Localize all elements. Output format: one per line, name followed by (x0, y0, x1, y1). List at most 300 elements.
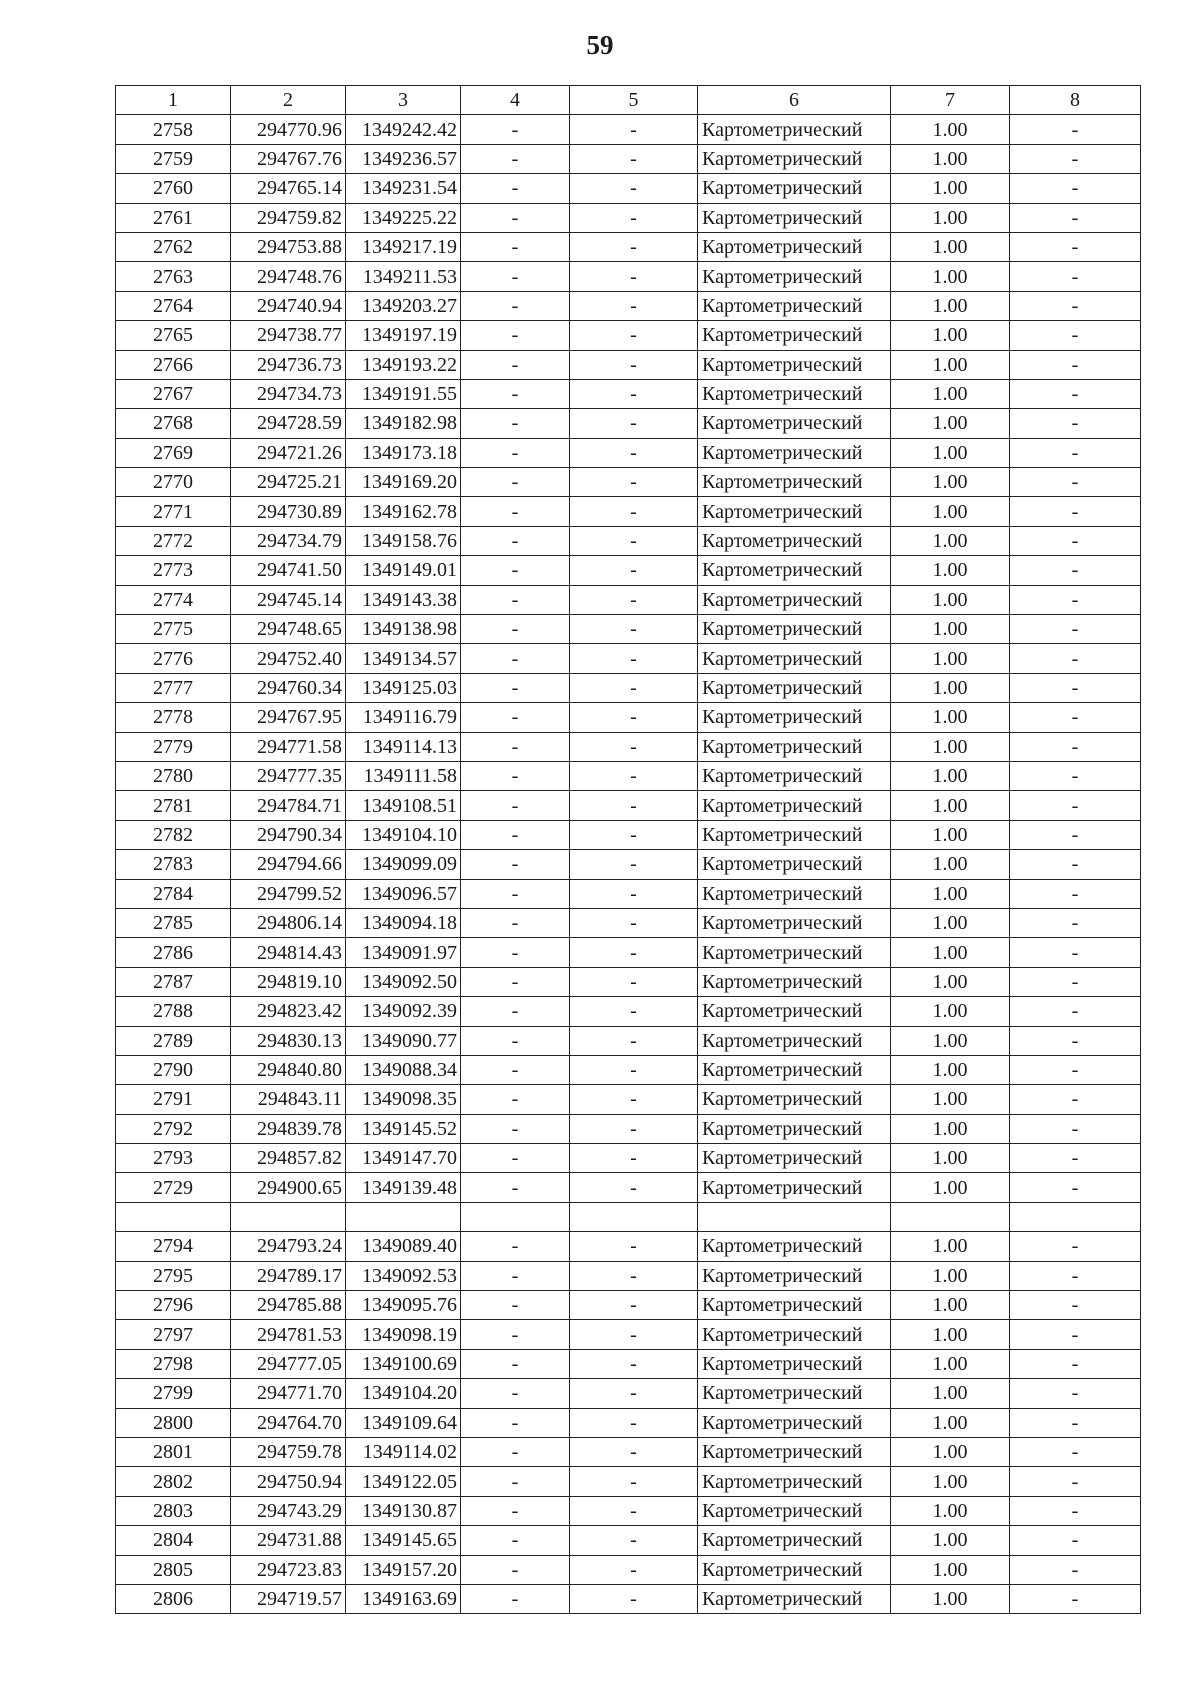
cell-col-5: - (570, 1173, 698, 1202)
table-row (116, 1349, 1141, 1378)
cell-point-number: 2795 (116, 1261, 231, 1290)
cell-col-4: - (461, 115, 570, 144)
table-row (116, 644, 1141, 673)
cell-y-coordinate: 1349242.42 (346, 115, 461, 144)
cell-col-5: - (570, 1144, 698, 1173)
cell-method: Картометрический (698, 291, 891, 320)
cell-point-number: 2793 (116, 1144, 231, 1173)
table-row (116, 321, 1141, 350)
cell-y-coordinate: 1349182.98 (346, 409, 461, 438)
cell-x-coordinate: 294806.14 (231, 908, 346, 937)
cell-accuracy: 1.00 (891, 1437, 1010, 1466)
cell-method: Картометрический (698, 1555, 891, 1584)
cell-point-number: 2777 (116, 673, 231, 702)
cell-col-4: - (461, 321, 570, 350)
cell-point-number: 2780 (116, 761, 231, 790)
cell-col-8: - (1010, 791, 1141, 820)
cell-accuracy: 1.00 (891, 732, 1010, 761)
cell-col-5: - (570, 585, 698, 614)
cell-point-number: 2791 (116, 1085, 231, 1114)
table-row (116, 409, 1141, 438)
cell-col-4: - (461, 820, 570, 849)
cell-x-coordinate: 294734.73 (231, 379, 346, 408)
cell-x-coordinate: 294765.14 (231, 174, 346, 203)
cell-accuracy: 1.00 (891, 1584, 1010, 1613)
cell-method: Картометрический (698, 938, 891, 967)
page-number: 59 (586, 30, 614, 60)
cell-col-8: - (1010, 615, 1141, 644)
cell-col-4: - (461, 703, 570, 732)
cell-accuracy: 1.00 (891, 232, 1010, 261)
cell-accuracy: 1.00 (891, 1408, 1010, 1437)
cell-x-coordinate: 294777.05 (231, 1349, 346, 1378)
cell-col-4: - (461, 908, 570, 937)
cell-point-number: 2765 (116, 321, 231, 350)
column-header-4: 4 (461, 86, 570, 115)
cell-y-coordinate: 1349116.79 (346, 703, 461, 732)
cell-y-coordinate (346, 1202, 461, 1231)
cell-col-5: - (570, 1467, 698, 1496)
cell-method: Картометрический (698, 703, 891, 732)
cell-col-5 (570, 1202, 698, 1231)
cell-method: Картометрический (698, 1291, 891, 1320)
cell-col-4: - (461, 556, 570, 585)
cell-col-4: - (461, 997, 570, 1026)
cell-point-number: 2763 (116, 262, 231, 291)
cell-y-coordinate: 1349191.55 (346, 379, 461, 408)
cell-accuracy: 1.00 (891, 1467, 1010, 1496)
table-row (116, 1055, 1141, 1084)
cell-col-8: - (1010, 1026, 1141, 1055)
cell-col-4: - (461, 967, 570, 996)
cell-x-coordinate: 294759.82 (231, 203, 346, 232)
cell-accuracy: 1.00 (891, 438, 1010, 467)
cell-col-4: - (461, 615, 570, 644)
table-row (116, 438, 1141, 467)
cell-method: Картометрический (698, 879, 891, 908)
cell-y-coordinate: 1349099.09 (346, 850, 461, 879)
table-row (116, 1320, 1141, 1349)
cell-col-8 (1010, 1202, 1141, 1231)
table-row (116, 938, 1141, 967)
cell-x-coordinate: 294719.57 (231, 1584, 346, 1613)
cell-point-number: 2799 (116, 1379, 231, 1408)
table-row (116, 967, 1141, 996)
cell-col-8: - (1010, 644, 1141, 673)
cell-col-5: - (570, 1055, 698, 1084)
cell-col-4 (461, 1202, 570, 1231)
cell-accuracy: 1.00 (891, 1173, 1010, 1202)
table-body (116, 115, 1141, 1614)
cell-accuracy: 1.00 (891, 938, 1010, 967)
cell-method: Картометрический (698, 321, 891, 350)
cell-x-coordinate: 294767.76 (231, 144, 346, 173)
cell-col-5: - (570, 644, 698, 673)
cell-x-coordinate: 294728.59 (231, 409, 346, 438)
cell-y-coordinate: 1349089.40 (346, 1232, 461, 1261)
table-row (116, 850, 1141, 879)
cell-x-coordinate: 294738.77 (231, 321, 346, 350)
cell-col-8: - (1010, 526, 1141, 555)
cell-col-5: - (570, 673, 698, 702)
table-row (116, 1202, 1141, 1231)
cell-x-coordinate: 294819.10 (231, 967, 346, 996)
cell-accuracy: 1.00 (891, 379, 1010, 408)
cell-point-number: 2769 (116, 438, 231, 467)
cell-col-8: - (1010, 1085, 1141, 1114)
cell-col-8: - (1010, 1555, 1141, 1584)
cell-y-coordinate: 1349130.87 (346, 1496, 461, 1525)
cell-y-coordinate: 1349108.51 (346, 791, 461, 820)
cell-point-number: 2804 (116, 1526, 231, 1555)
table-row (116, 1555, 1141, 1584)
cell-col-5: - (570, 1437, 698, 1466)
cell-accuracy: 1.00 (891, 791, 1010, 820)
cell-accuracy: 1.00 (891, 409, 1010, 438)
cell-method: Картометрический (698, 1408, 891, 1437)
cell-method: Картометрический (698, 115, 891, 144)
cell-point-number: 2801 (116, 1437, 231, 1466)
cell-method: Картометрический (698, 585, 891, 614)
cell-col-5: - (570, 1584, 698, 1613)
cell-col-8: - (1010, 1173, 1141, 1202)
cell-y-coordinate: 1349104.10 (346, 820, 461, 849)
cell-col-8: - (1010, 1232, 1141, 1261)
cell-y-coordinate: 1349173.18 (346, 438, 461, 467)
cell-y-coordinate: 1349138.98 (346, 615, 461, 644)
cell-x-coordinate: 294723.83 (231, 1555, 346, 1584)
cell-col-4: - (461, 732, 570, 761)
table-row (116, 1496, 1141, 1525)
cell-col-8: - (1010, 820, 1141, 849)
cell-method: Картометрический (698, 1496, 891, 1525)
cell-accuracy: 1.00 (891, 1555, 1010, 1584)
cell-y-coordinate: 1349211.53 (346, 262, 461, 291)
cell-x-coordinate: 294781.53 (231, 1320, 346, 1349)
cell-col-8: - (1010, 585, 1141, 614)
cell-x-coordinate: 294743.29 (231, 1496, 346, 1525)
cell-point-number: 2798 (116, 1349, 231, 1378)
cell-method: Картометрический (698, 1114, 891, 1143)
cell-method: Картометрический (698, 1055, 891, 1084)
cell-y-coordinate: 1349114.13 (346, 732, 461, 761)
table-row (116, 1144, 1141, 1173)
cell-accuracy: 1.00 (891, 585, 1010, 614)
cell-point-number: 2779 (116, 732, 231, 761)
cell-y-coordinate: 1349092.39 (346, 997, 461, 1026)
table-row (116, 1026, 1141, 1055)
cell-x-coordinate: 294748.65 (231, 615, 346, 644)
cell-col-5: - (570, 1496, 698, 1525)
cell-y-coordinate: 1349145.65 (346, 1526, 461, 1555)
cell-y-coordinate: 1349104.20 (346, 1379, 461, 1408)
cell-x-coordinate: 294764.70 (231, 1408, 346, 1437)
cell-accuracy: 1.00 (891, 1379, 1010, 1408)
cell-col-4: - (461, 1291, 570, 1320)
cell-col-5: - (570, 761, 698, 790)
cell-point-number: 2805 (116, 1555, 231, 1584)
cell-method: Картометрический (698, 556, 891, 585)
cell-x-coordinate: 294745.14 (231, 585, 346, 614)
header-row (116, 86, 1141, 115)
cell-method: Картометрический (698, 379, 891, 408)
cell-point-number: 2729 (116, 1173, 231, 1202)
cell-point-number: 2778 (116, 703, 231, 732)
cell-method: Картометрический (698, 761, 891, 790)
cell-point-number: 2792 (116, 1114, 231, 1143)
cell-col-4: - (461, 379, 570, 408)
cell-accuracy: 1.00 (891, 1232, 1010, 1261)
cell-y-coordinate: 1349091.97 (346, 938, 461, 967)
cell-x-coordinate: 294823.42 (231, 997, 346, 1026)
table-row (116, 1261, 1141, 1290)
table-row (116, 203, 1141, 232)
cell-col-8: - (1010, 497, 1141, 526)
cell-x-coordinate: 294839.78 (231, 1114, 346, 1143)
cell-col-8: - (1010, 1320, 1141, 1349)
table-row (116, 585, 1141, 614)
cell-col-5: - (570, 820, 698, 849)
cell-col-8: - (1010, 262, 1141, 291)
cell-accuracy: 1.00 (891, 174, 1010, 203)
cell-accuracy: 1.00 (891, 1144, 1010, 1173)
cell-col-8: - (1010, 850, 1141, 879)
cell-x-coordinate: 294830.13 (231, 1026, 346, 1055)
cell-accuracy: 1.00 (891, 997, 1010, 1026)
cell-col-8: - (1010, 761, 1141, 790)
cell-col-4: - (461, 1526, 570, 1555)
cell-accuracy: 1.00 (891, 850, 1010, 879)
cell-point-number: 2758 (116, 115, 231, 144)
cell-point-number: 2770 (116, 468, 231, 497)
column-header-1: 1 (116, 86, 231, 115)
cell-col-4: - (461, 1085, 570, 1114)
cell-col-8: - (1010, 1467, 1141, 1496)
cell-col-8: - (1010, 174, 1141, 203)
cell-y-coordinate: 1349157.20 (346, 1555, 461, 1584)
cell-col-4: - (461, 1114, 570, 1143)
cell-method: Картометрический (698, 673, 891, 702)
cell-accuracy: 1.00 (891, 908, 1010, 937)
cell-col-4: - (461, 938, 570, 967)
cell-col-8: - (1010, 1526, 1141, 1555)
cell-method: Картометрический (698, 615, 891, 644)
cell-point-number: 2789 (116, 1026, 231, 1055)
cell-y-coordinate: 1349147.70 (346, 1144, 461, 1173)
cell-accuracy: 1.00 (891, 262, 1010, 291)
cell-col-5: - (570, 1261, 698, 1290)
cell-col-4: - (461, 1349, 570, 1378)
table-row (116, 1232, 1141, 1261)
table-row (116, 497, 1141, 526)
cell-col-4: - (461, 1496, 570, 1525)
cell-accuracy: 1.00 (891, 115, 1010, 144)
cell-method: Картометрический (698, 409, 891, 438)
cell-point-number: 2776 (116, 644, 231, 673)
cell-y-coordinate: 1349158.76 (346, 526, 461, 555)
cell-method: Картометрический (698, 1437, 891, 1466)
cell-col-5: - (570, 497, 698, 526)
cell-method: Картометрический (698, 1085, 891, 1114)
cell-y-coordinate: 1349100.69 (346, 1349, 461, 1378)
cell-accuracy: 1.00 (891, 1320, 1010, 1349)
cell-method: Картометрический (698, 1526, 891, 1555)
cell-col-8: - (1010, 1291, 1141, 1320)
cell-col-5: - (570, 615, 698, 644)
table-row (116, 556, 1141, 585)
table-row (116, 673, 1141, 702)
cell-col-4: - (461, 761, 570, 790)
cell-point-number: 2772 (116, 526, 231, 555)
cell-x-coordinate: 294793.24 (231, 1232, 346, 1261)
cell-point-number: 2774 (116, 585, 231, 614)
cell-x-coordinate: 294731.88 (231, 1526, 346, 1555)
table-row (116, 732, 1141, 761)
cell-x-coordinate: 294752.40 (231, 644, 346, 673)
cell-method: Картометрический (698, 468, 891, 497)
cell-y-coordinate: 1349098.19 (346, 1320, 461, 1349)
cell-y-coordinate: 1349197.19 (346, 321, 461, 350)
cell-method: Картометрический (698, 908, 891, 937)
cell-col-4: - (461, 644, 570, 673)
cell-col-8: - (1010, 1055, 1141, 1084)
column-header-8: 8 (1010, 86, 1141, 115)
cell-x-coordinate: 294790.34 (231, 820, 346, 849)
cell-accuracy: 1.00 (891, 1085, 1010, 1114)
cell-y-coordinate: 1349114.02 (346, 1437, 461, 1466)
cell-x-coordinate: 294789.17 (231, 1261, 346, 1290)
cell-col-4: - (461, 1379, 570, 1408)
cell-x-coordinate: 294736.73 (231, 350, 346, 379)
cell-col-8: - (1010, 673, 1141, 702)
cell-point-number: 2783 (116, 850, 231, 879)
cell-col-8: - (1010, 1261, 1141, 1290)
cell-point-number: 2759 (116, 144, 231, 173)
cell-col-5: - (570, 1408, 698, 1437)
cell-point-number: 2796 (116, 1291, 231, 1320)
cell-col-8: - (1010, 321, 1141, 350)
cell-col-5: - (570, 879, 698, 908)
cell-accuracy: 1.00 (891, 350, 1010, 379)
cell-method: Картометрический (698, 174, 891, 203)
cell-accuracy: 1.00 (891, 879, 1010, 908)
cell-point-number: 2771 (116, 497, 231, 526)
table-row (116, 468, 1141, 497)
cell-col-8: - (1010, 938, 1141, 967)
cell-accuracy: 1.00 (891, 144, 1010, 173)
cell-accuracy: 1.00 (891, 1114, 1010, 1143)
table-row (116, 820, 1141, 849)
cell-col-5: - (570, 967, 698, 996)
table-row (116, 1114, 1141, 1143)
cell-point-number: 2786 (116, 938, 231, 967)
cell-col-5: - (570, 1291, 698, 1320)
cell-x-coordinate: 294759.78 (231, 1437, 346, 1466)
cell-col-4: - (461, 1408, 570, 1437)
cell-col-5: - (570, 144, 698, 173)
table-row (116, 997, 1141, 1026)
cell-method: Картометрический (698, 526, 891, 555)
cell-y-coordinate: 1349145.52 (346, 1114, 461, 1143)
cell-col-4: - (461, 791, 570, 820)
cell-col-5: - (570, 203, 698, 232)
cell-accuracy: 1.00 (891, 321, 1010, 350)
cell-y-coordinate: 1349092.50 (346, 967, 461, 996)
cell-x-coordinate: 294725.21 (231, 468, 346, 497)
cell-y-coordinate: 1349111.58 (346, 761, 461, 790)
cell-col-4: - (461, 673, 570, 702)
cell-point-number: 2788 (116, 997, 231, 1026)
cell-col-8: - (1010, 379, 1141, 408)
table-row (116, 1379, 1141, 1408)
cell-point-number: 2773 (116, 556, 231, 585)
cell-point-number: 2767 (116, 379, 231, 408)
cell-col-5: - (570, 1555, 698, 1584)
cell-col-4: - (461, 1173, 570, 1202)
cell-point-number: 2782 (116, 820, 231, 849)
cell-x-coordinate: 294721.26 (231, 438, 346, 467)
cell-x-coordinate: 294770.96 (231, 115, 346, 144)
cell-method: Картометрический (698, 644, 891, 673)
cell-col-4: - (461, 1437, 570, 1466)
cell-method: Картометрический (698, 350, 891, 379)
cell-col-4: - (461, 1320, 570, 1349)
cell-method: Картометрический (698, 850, 891, 879)
cell-point-number: 2800 (116, 1408, 231, 1437)
cell-method: Картометрический (698, 497, 891, 526)
cell-x-coordinate (231, 1202, 346, 1231)
cell-accuracy: 1.00 (891, 820, 1010, 849)
table-row (116, 262, 1141, 291)
cell-y-coordinate: 1349163.69 (346, 1584, 461, 1613)
cell-col-4: - (461, 585, 570, 614)
cell-method: Картометрический (698, 1173, 891, 1202)
cell-accuracy: 1.00 (891, 1496, 1010, 1525)
table-row (116, 115, 1141, 144)
cell-col-5: - (570, 1114, 698, 1143)
cell-col-5: - (570, 115, 698, 144)
cell-col-5: - (570, 468, 698, 497)
cell-x-coordinate: 294777.35 (231, 761, 346, 790)
cell-col-5: - (570, 703, 698, 732)
cell-accuracy: 1.00 (891, 1026, 1010, 1055)
cell-accuracy: 1.00 (891, 556, 1010, 585)
cell-col-8: - (1010, 1349, 1141, 1378)
cell-col-5: - (570, 438, 698, 467)
cell-col-8: - (1010, 232, 1141, 261)
cell-method: Картометрический (698, 438, 891, 467)
cell-method: Картометрический (698, 1320, 891, 1349)
cell-col-8: - (1010, 703, 1141, 732)
cell-col-4: - (461, 879, 570, 908)
cell-col-8: - (1010, 409, 1141, 438)
cell-accuracy: 1.00 (891, 1055, 1010, 1084)
column-header-2: 2 (231, 86, 346, 115)
cell-point-number: 2775 (116, 615, 231, 644)
cell-col-4: - (461, 1467, 570, 1496)
cell-col-5: - (570, 350, 698, 379)
cell-col-8: - (1010, 438, 1141, 467)
table-row (116, 144, 1141, 173)
cell-accuracy: 1.00 (891, 673, 1010, 702)
cell-col-5: - (570, 526, 698, 555)
cell-col-5: - (570, 321, 698, 350)
cell-accuracy: 1.00 (891, 526, 1010, 555)
cell-point-number: 2803 (116, 1496, 231, 1525)
cell-col-8: - (1010, 203, 1141, 232)
cell-x-coordinate: 294900.65 (231, 1173, 346, 1202)
cell-y-coordinate: 1349169.20 (346, 468, 461, 497)
